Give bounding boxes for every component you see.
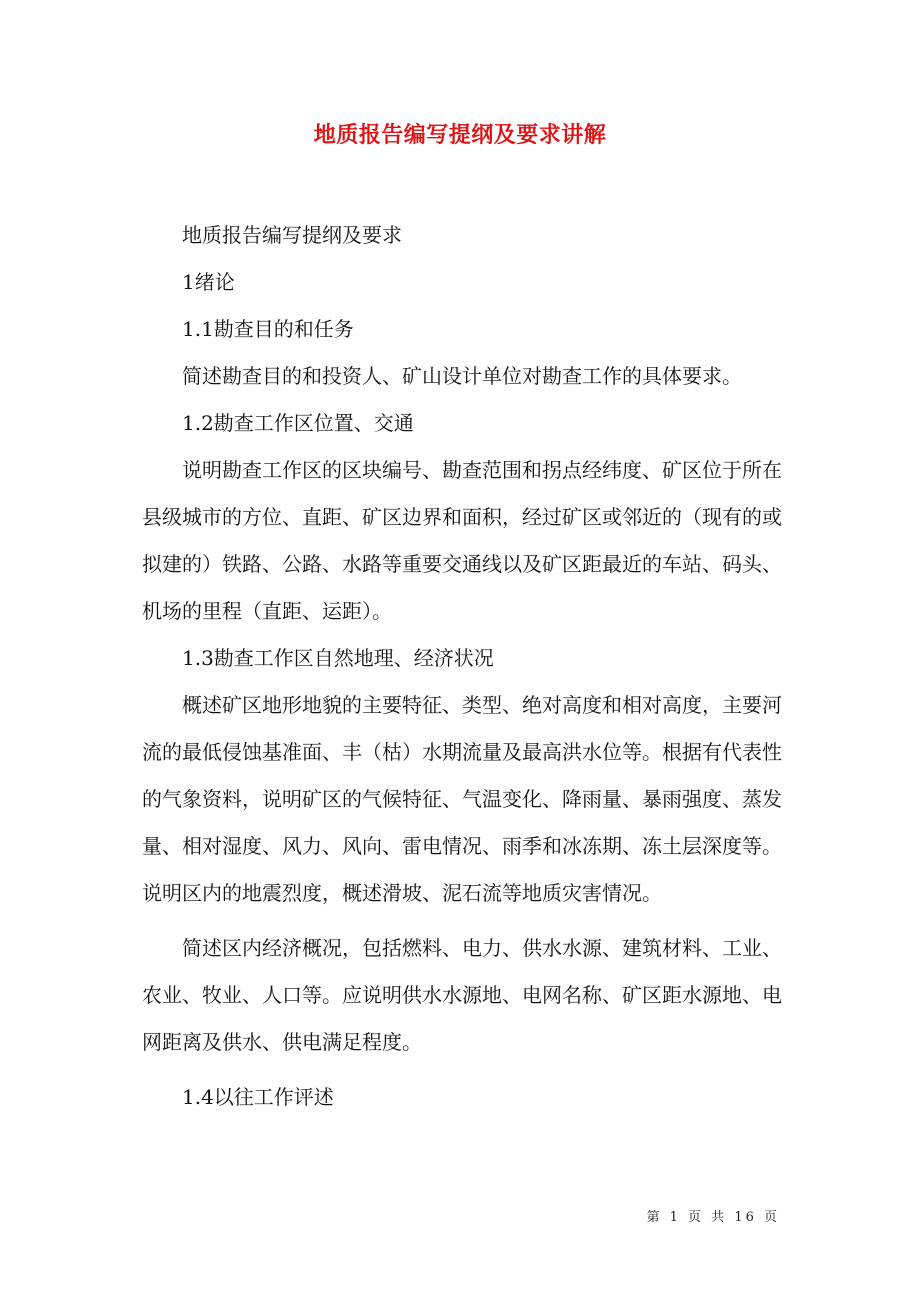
paragraph-1-1: 简述勘查目的和投资人、矿山设计单位对勘查工作的具体要求。 bbox=[182, 364, 742, 388]
document-body bbox=[142, 212, 782, 1121]
heading-1-2: 1.2勘查工作区位置、交通 bbox=[182, 411, 414, 435]
page-number-footer: 第 1 页 共 16 页 bbox=[646, 1210, 780, 1225]
heading-1-1: 1.1勘查目的和任务 bbox=[182, 317, 354, 341]
heading-1-4: 1.4以往工作评述 bbox=[182, 1085, 334, 1109]
heading-1: 1绪论 bbox=[182, 270, 235, 294]
paragraph-subtitle: 地质报告编写提纲及要求 bbox=[182, 223, 402, 247]
heading-1-3: 1.3勘查工作区自然地理、经济状况 bbox=[182, 646, 494, 670]
document-title: 地质报告编写提纲及要求讲解 bbox=[313, 122, 607, 148]
paragraph-1-3-b: 简述区内经济概况，包括燃料、电力、供水水源、建筑材料、工业、农业、牧业、人口等。应说明供水水源地、电网名称、矿区距水源地、电网距离及供水、供电满足程度。 bbox=[142, 936, 782, 1054]
paragraph-1-3-a: 概述矿区地形地貌的主要特征、类型、绝对高度和相对高度，主要河流的最低侵蚀基准面、丰（枯）水期流量及最高洪水位等。根据有代表性的气象资料，说明矿区的气候特征、气温变化、降雨量、暴雨强度、蒸发量、相对湿度、风力、风向、雷电情况、雨季和冰冻期、冻土层深度等。说明区内的地震烈度，概述滑坡、泥石流等地质灾害情况。 bbox=[142, 693, 782, 905]
paragraph-1-2: 说明勘查工作区的区块编号、勘查范围和拐点经纬度、矿区位于所在县级城市的方位、直距、矿区边界和面积，经过矿区或邻近的（现有的或拟建的）铁路、公路、水路等重要交通线以及矿区距最近的车站、码头、机场的里程（直距、运距）。 bbox=[142, 458, 782, 623]
